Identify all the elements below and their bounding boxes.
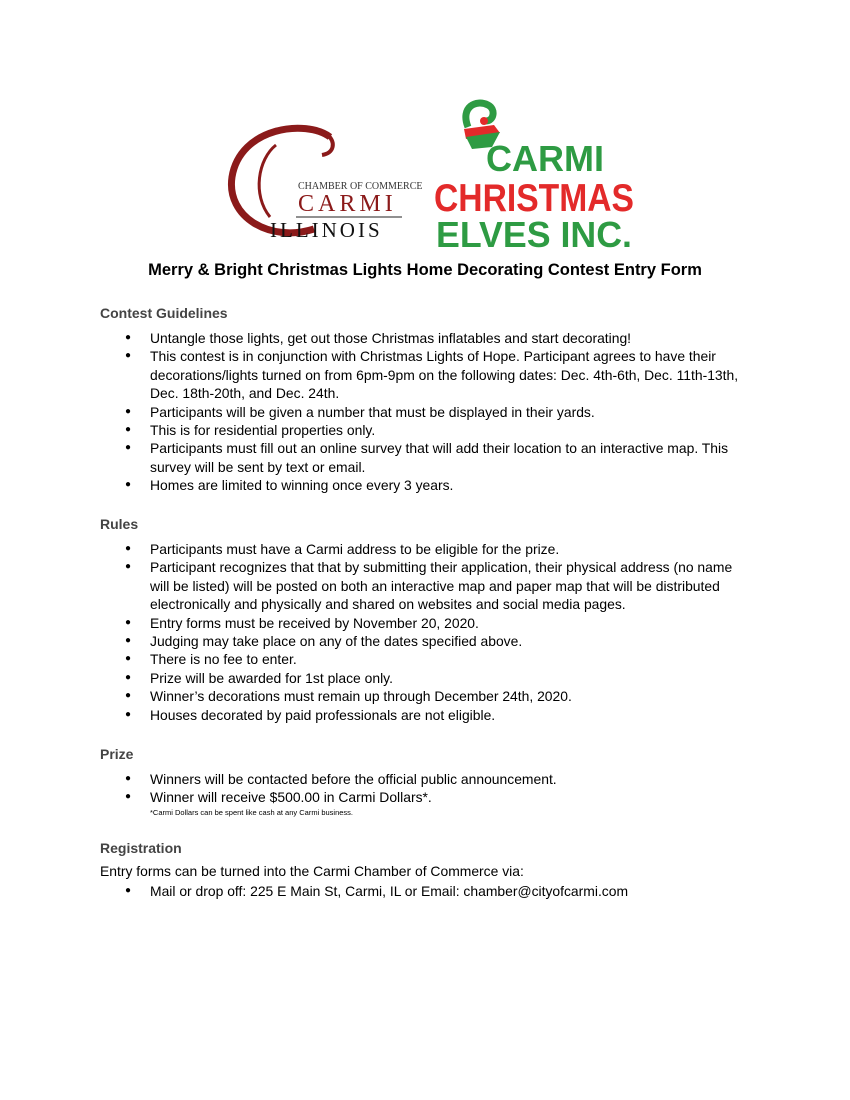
chamber-small-text: CHAMBER OF COMMERCE	[298, 181, 423, 192]
prize-list	[100, 770, 750, 807]
document-title: Merry & Bright Christmas Lights Home Decorating Contest Entry Form	[148, 261, 702, 279]
logo-banner	[0, 95, 850, 255]
elves-line3: ELVES INC.	[436, 214, 632, 255]
list-item: ● There is no fee to enter.	[100, 650, 750, 668]
chamber-name: CARMI	[298, 191, 397, 217]
elves-line1: CARMI	[486, 138, 604, 179]
elves-line2: CHRISTMAS	[434, 177, 634, 220]
list-item: ● Homes are limited to winning once every 3 years.	[100, 476, 750, 494]
chamber-state: ILLINOIS	[270, 218, 383, 242]
list-item: ● Winner will receive $500.00 in Carmi Dollars*.	[100, 788, 750, 806]
list-item: ● Mail or drop off: 225 E Main St, Carmi, IL or Email: chamber@cityofcarmi.com	[100, 882, 750, 900]
list-item: ● Winners will be contacted before the official public announcement.	[100, 770, 750, 788]
guidelines-list	[100, 329, 750, 495]
list-item: ● Judging may take place on any of the dates specified above.	[100, 632, 750, 650]
list-item: ● Untangle those lights, get out those Christmas inflatables and start decorating!	[100, 329, 750, 347]
list-item: ● This is for residential properties only.	[100, 421, 750, 439]
list-item: ● Winner’s decorations must remain up through December 24th, 2020.	[100, 687, 750, 705]
list-item: ● Participants must fill out an online survey that will add their location to an interactive map. This survey will be sent by text or email.	[100, 439, 750, 476]
registration-text: Entry forms can be turned into the Carmi Chamber of Commerce via:	[100, 863, 524, 879]
guidelines-heading: Contest Guidelines	[100, 305, 228, 321]
list-item: ● Participants must have a Carmi address to be eligible for the prize.	[100, 540, 750, 558]
list-item: ● Participant recognizes that that by submitting their application, their physical address (no name will be listed) will be posted on both an interactive map and paper map that will be distributed electronically and physically and shared on websites and social media pages.	[100, 558, 750, 613]
list-item: ● This contest is in conjunction with Christmas Lights of Hope. Participant agrees to have their decorations/lights turned on from 6pm-9pm on the following dates: Dec. 4th-6th, Dec. 11th-13th, Dec. 18th-20th, and Dec. 24th.	[100, 347, 750, 402]
list-item: ● Houses decorated by paid professionals are not eligible.	[100, 706, 750, 724]
prize-heading: Prize	[100, 746, 134, 762]
rules-heading: Rules	[100, 516, 139, 532]
registration-list	[100, 882, 750, 900]
carmi-chamber-logo	[218, 125, 426, 243]
list-item: ● Prize will be awarded for 1st place only.	[100, 669, 750, 687]
carmi-christmas-elves-logo	[430, 99, 642, 255]
rules-list	[100, 540, 750, 724]
prize-footnote: *Carmi Dollars can be spent like cash at any Carmi business.	[150, 808, 354, 817]
list-item: ● Participants will be given a number that must be displayed in their yards.	[100, 403, 750, 421]
registration-heading: Registration	[100, 840, 182, 856]
list-item: ● Entry forms must be received by November 20, 2020.	[100, 614, 750, 632]
